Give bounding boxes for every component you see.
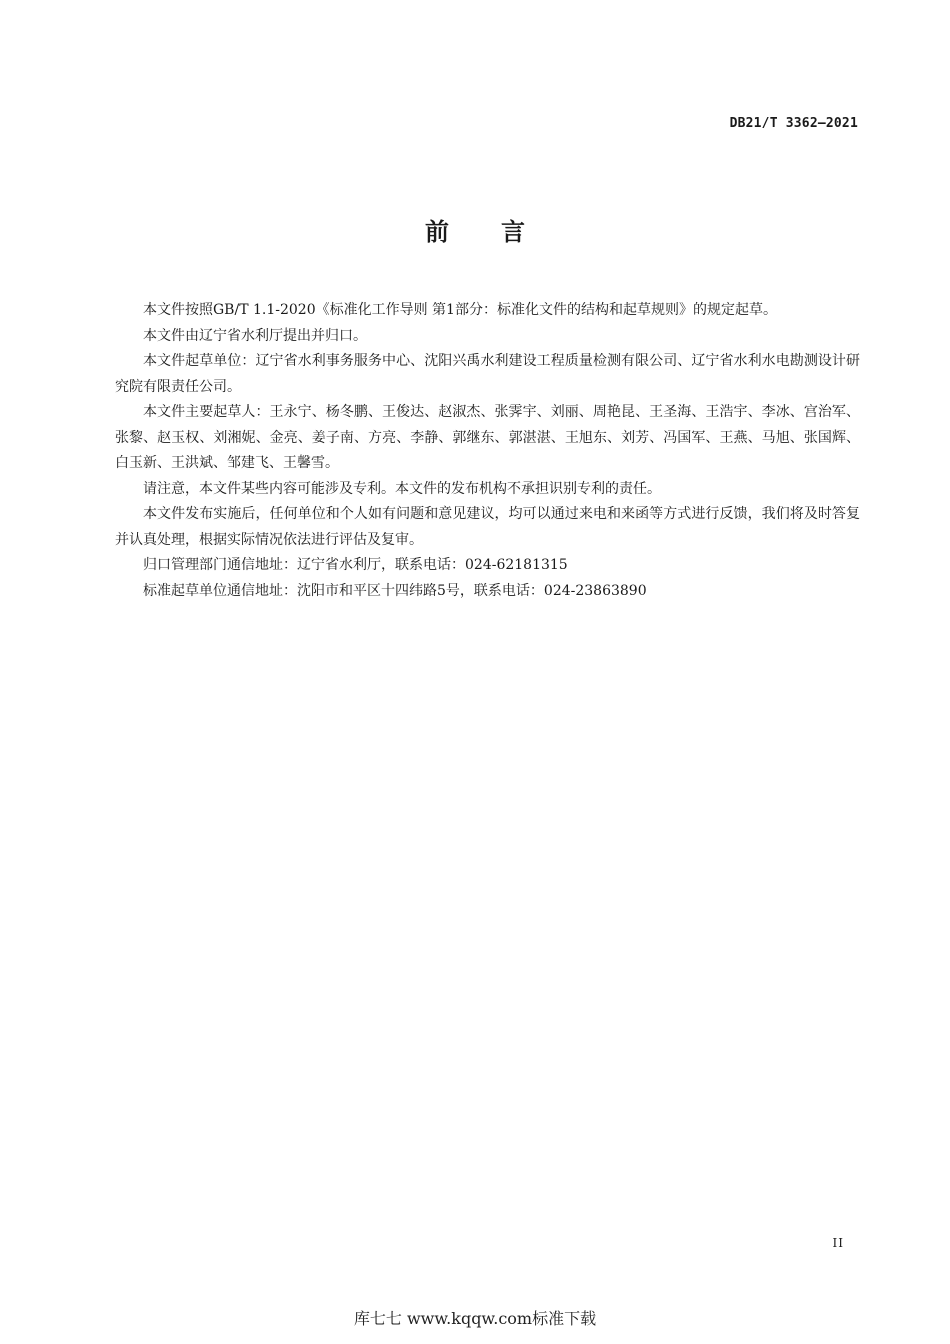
paragraph-drafting-units: 本文件起草单位：辽宁省水利事务服务中心、沈阳兴禹水利建设工程质量检测有限公司、辽宁省水利水电勘测设计研究院有限责任公司。 [115,353,860,395]
page-title: 前言 [425,218,577,246]
paragraph-feedback: 本文件发布实施后，任何单位和个人如有问题和意见建议，均可以通过来电和来函等方式进行反馈，我们将及时答复并认真处理，根据实际情况依法进行评估及复审。 [115,506,860,548]
page-number: II [832,1236,844,1250]
paragraph-drafting-rules: 本文件按照GB/T 1.1-2020《标准化工作导则 第1部分：标准化文件的结构和起草规则》的规定起草。 [143,302,777,318]
foreword-body [115,298,860,604]
paragraph-main-drafters: 本文件主要起草人：王永宁、杨冬鹏、王俊达、赵淑杰、张霁宇、刘丽、周艳昆、王圣海、王浩宇、李冰、宫治军、张黎、赵玉权、刘湘妮、金亮、姜子南、方亮、李静、郭继东、郭湛湛、王旭东、刘芳、冯国军、王燕、马旭、张国辉、白玉新、王洪斌、邹建飞、王馨雪。 [115,404,860,471]
paragraph-authority-contact: 归口管理部门通信地址：辽宁省水利厅，联系电话：024-62181315 [143,557,568,573]
paragraph-patent-notice: 请注意，本文件某些内容可能涉及专利。本文件的发布机构不承担识别专利的责任。 [143,480,661,497]
paragraph-proposer: 本文件由辽宁省水利厅提出并归口。 [143,327,367,344]
watermark-text: 库七七 www.kqqw.com标准下载 [353,1309,597,1328]
paragraph-drafter-contact: 标准起草单位通信地址：沈阳市和平区十四纬路5号，联系电话：024-23863890 [143,582,647,599]
document-code: DB21/T 3362—2021 [729,116,858,131]
